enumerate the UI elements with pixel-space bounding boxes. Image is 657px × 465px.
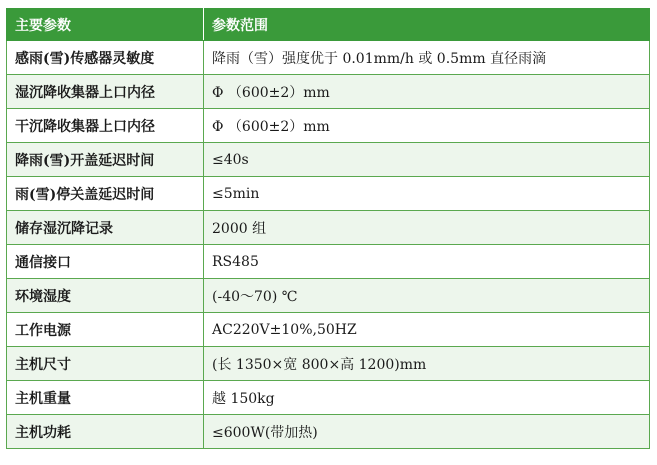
header-param-range: 参数范围 (204, 9, 650, 41)
header-main-params: 主要参数 (7, 9, 204, 41)
spec-table (6, 8, 650, 449)
param-name: 储存湿沉降记录 (7, 211, 204, 245)
table-row (7, 279, 650, 313)
param-value: ≤5min (204, 177, 650, 211)
param-name: 降雨(雪)开盖延迟时间 (7, 143, 204, 177)
param-value: Φ （600±2）mm (204, 75, 650, 109)
param-value: 降雨（雪）强度优于 0.01mm/h 或 0.5mm 直径雨滴 (204, 41, 650, 75)
param-value: AC220V±10%,50HZ (204, 313, 650, 347)
param-value: (长 1350×宽 800×高 1200)mm (204, 347, 650, 381)
param-name: 雨(雪)停关盖延迟时间 (7, 177, 204, 211)
table-header (7, 9, 650, 41)
param-name: 干沉降收集器上口内径 (7, 109, 204, 143)
table-row (7, 177, 650, 211)
table-row (7, 75, 650, 109)
param-value: RS485 (204, 245, 650, 279)
table-row (7, 381, 650, 415)
header-row (7, 9, 650, 41)
param-value: 2000 组 (204, 211, 650, 245)
table-row (7, 415, 650, 449)
param-name: 主机重量 (7, 381, 204, 415)
param-name: 主机尺寸 (7, 347, 204, 381)
param-name: 通信接口 (7, 245, 204, 279)
param-value: Φ （600±2）mm (204, 109, 650, 143)
param-name: 湿沉降收集器上口内径 (7, 75, 204, 109)
table-row (7, 313, 650, 347)
table-row (7, 347, 650, 381)
param-name: 主机功耗 (7, 415, 204, 449)
param-value: ≤40s (204, 143, 650, 177)
param-name: 感雨(雪)传感器灵敏度 (7, 41, 204, 75)
table-row (7, 143, 650, 177)
param-value: ≤600W(带加热) (204, 415, 650, 449)
table-row (7, 211, 650, 245)
param-value: (-40～70) ℃ (204, 279, 650, 313)
param-name: 环境湿度 (7, 279, 204, 313)
param-value: 越 150kg (204, 381, 650, 415)
table-row (7, 245, 650, 279)
table-row (7, 109, 650, 143)
param-name: 工作电源 (7, 313, 204, 347)
spec-table-wrapper (6, 8, 649, 449)
table-body (7, 41, 650, 449)
table-row (7, 41, 650, 75)
